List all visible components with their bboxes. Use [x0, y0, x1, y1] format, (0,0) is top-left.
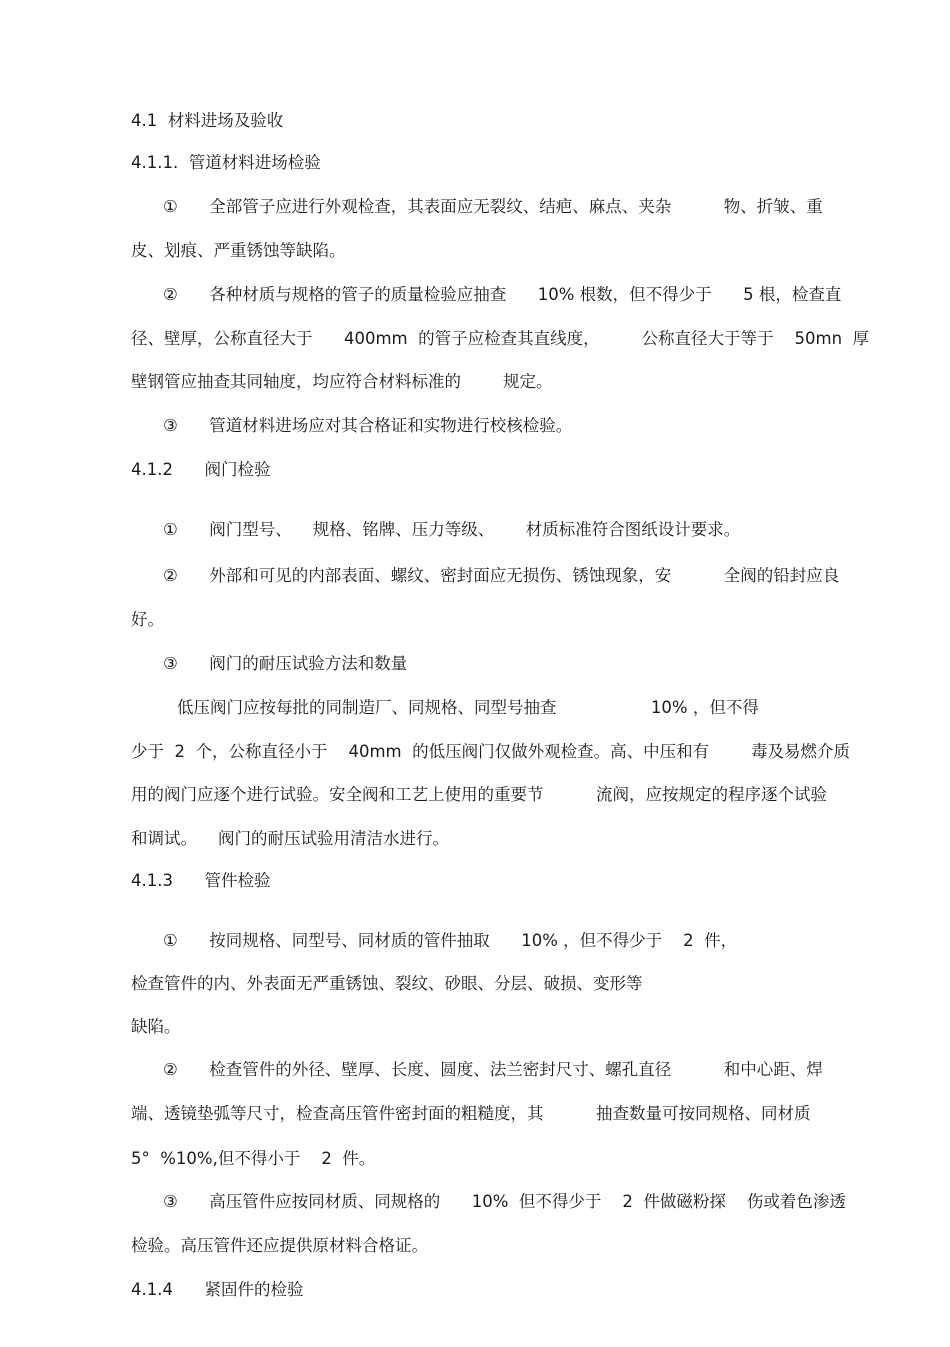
subsection-heading-4-1-1: 4.1.1. 管道材料进场检验	[131, 153, 321, 172]
paragraph-line: 皮、划痕、严重锈蚀等缺陷。	[131, 241, 346, 260]
paragraph-line: 用的阀门应逐个进行试验。安全阀和工艺上使用的重要节 流阀，应按规定的程序逐个试验	[131, 785, 827, 804]
paragraph-line: 端、透镜垫弧等尺寸，检查高压管件密封面的粗糙度，其 抽查数量可按同规格、同材质	[131, 1104, 811, 1123]
paragraph-line: 和调试。 阀门的耐压试验用清洁水进行。	[131, 829, 449, 848]
paragraph-line: ③ 阀门的耐压试验方法和数量	[163, 654, 408, 673]
paragraph-line: 检查管件的内、外表面无严重锈蚀、裂纹、砂眼、分层、破损、变形等	[131, 974, 643, 993]
paragraph-line: ① 全部管子应进行外观检查，其表面应无裂纹、结疤、麻点、夹杂 物、折皱、重	[163, 197, 823, 216]
paragraph-line: 缺陷。	[131, 1017, 181, 1036]
paragraph-line: 好。	[131, 610, 164, 629]
paragraph-line: 径、壁厚，公称直径大于 400mm 的管子应检查其直线度， 公称直径大于等于 50mn 厚	[131, 329, 870, 348]
paragraph-line: ② 各种材质与规格的管子的质量检验应抽查 10% 根数，但不得少于 5 根，检查直	[163, 285, 842, 304]
subsection-heading-4-1-4: 4.1.4 紧固件的检验	[131, 1280, 304, 1299]
paragraph-line: ③ 高压管件应按同材质、同规格的 10% 但不得少于 2 件做磁粉探 伤或着色渗透	[163, 1192, 846, 1211]
paragraph-line: ② 外部和可见的内部表面、螺纹、密封面应无损伤、锈蚀现象，安 全阀的铅封应良	[163, 566, 840, 585]
paragraph-line: ① 按同规格、同型号、同材质的管件抽取 10% ，但不得少于 2 件，	[163, 931, 738, 950]
paragraph-line: ① 阀门型号、 规格、铭牌、压力等级、 材质标准符合图纸设计要求。	[163, 520, 741, 539]
paragraph-line: 低压阀门应按每批的同制造厂、同规格、同型号抽查 10% ，但不得	[177, 698, 759, 717]
paragraph-line: 5° %10%,但不得小于 2 件。	[131, 1149, 376, 1168]
subsection-heading-4-1-2: 4.1.2 阀门检验	[131, 460, 271, 479]
paragraph-line: 壁钢管应抽查其同轴度，均应符合材料标准的 规定。	[131, 372, 553, 391]
paragraph-line: 检验。高压管件还应提供原材料合格证。	[131, 1236, 428, 1255]
section-heading-4-1: 4.1 材料进场及验收	[131, 111, 284, 130]
paragraph-line: ② 检查管件的外径、壁厚、长度、圆度、法兰密封尺寸、螺孔直径 和中心距、焊	[163, 1060, 823, 1079]
paragraph-line: 少于 2 个，公称直径小于 40mm 的低压阀门仅做外观检查。高、中压和有 毒及易燃介质	[131, 742, 851, 761]
paragraph-line: ③ 管道材料进场应对其合格证和实物进行校核检验。	[163, 416, 573, 435]
subsection-heading-4-1-3: 4.1.3 管件检验	[131, 871, 271, 890]
